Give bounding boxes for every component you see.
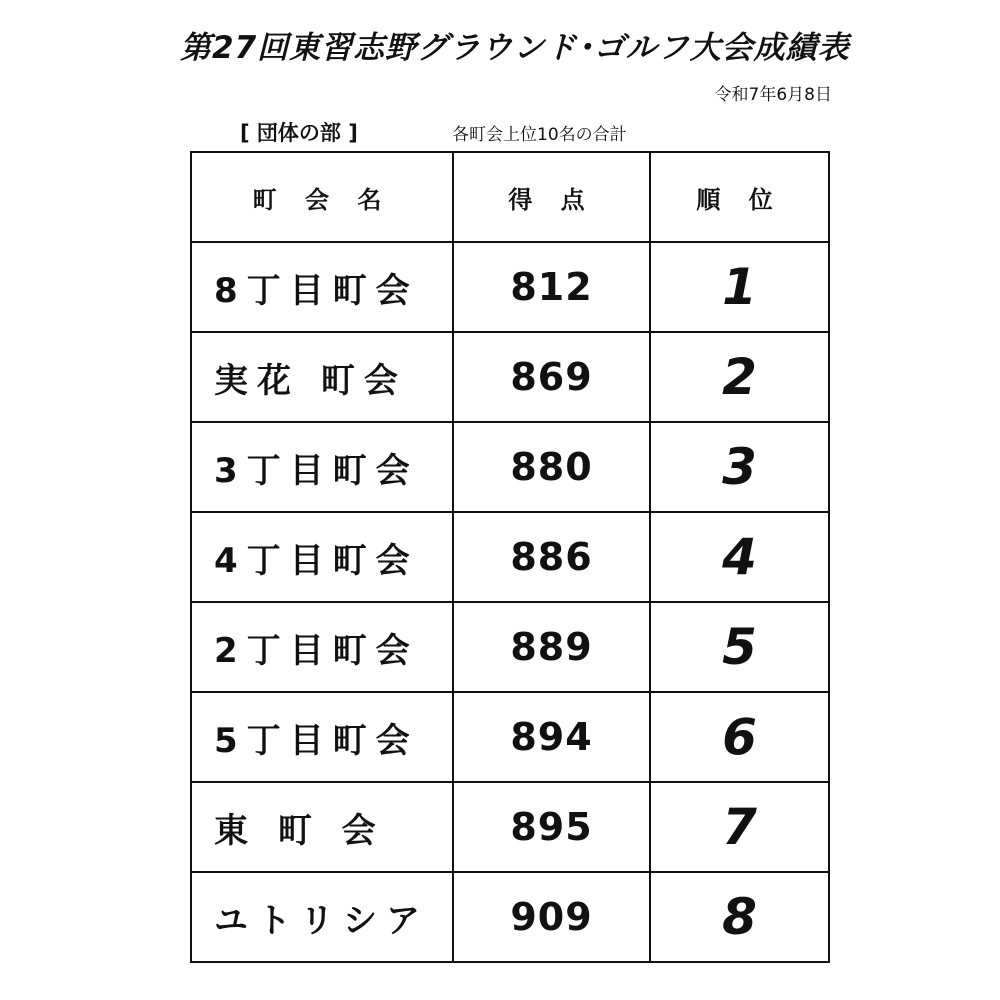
header-score: 得 点 [453,152,650,242]
score-cell: 895 [453,782,650,872]
score-cell: 889 [453,602,650,692]
rank-cell: 2 [650,332,829,422]
document-title: 第27回東習志野グラウンド･ゴルフ大会成績表 [180,30,850,66]
team-name-cell: 3丁目町会 [191,422,453,512]
rank-cell: 1 [650,242,829,332]
team-name-cell: ユトリシア [191,872,453,962]
table-row [191,692,829,782]
score-cell: 894 [453,692,650,782]
rank-cell: 4 [650,512,829,602]
table-row [191,332,829,422]
table-row [191,242,829,332]
results-table [190,151,830,963]
table-header-row [191,152,829,242]
table-row [191,602,829,692]
rank-cell: 6 [650,692,829,782]
header-rank: 順 位 [650,152,829,242]
score-cell: 886 [453,512,650,602]
rank-cell: 3 [650,422,829,512]
team-name-cell: 東 町 会 [191,782,453,872]
score-cell: 880 [453,422,650,512]
score-cell: 869 [453,332,650,422]
score-cell: 812 [453,242,650,332]
header-team-name: 町 会 名 [191,152,453,242]
team-name-cell: 2丁目町会 [191,602,453,692]
table-row [191,512,829,602]
team-name-cell: 8丁目町会 [191,242,453,332]
rank-cell: 5 [650,602,829,692]
score-cell: 909 [453,872,650,962]
table-row [191,872,829,962]
team-name-cell: 実花 町会 [191,332,453,422]
rank-cell: 8 [650,872,829,962]
rank-cell: 7 [650,782,829,872]
table-row [191,782,829,872]
section-note: 各町会上位10名の合計 [452,125,627,145]
team-name-cell: 5丁目町会 [191,692,453,782]
team-name-cell: 4丁目町会 [191,512,453,602]
document-date: 令和7年6月8日 [714,85,832,105]
table-row [191,422,829,512]
section-label: [ 団体の部 ] [240,121,358,145]
